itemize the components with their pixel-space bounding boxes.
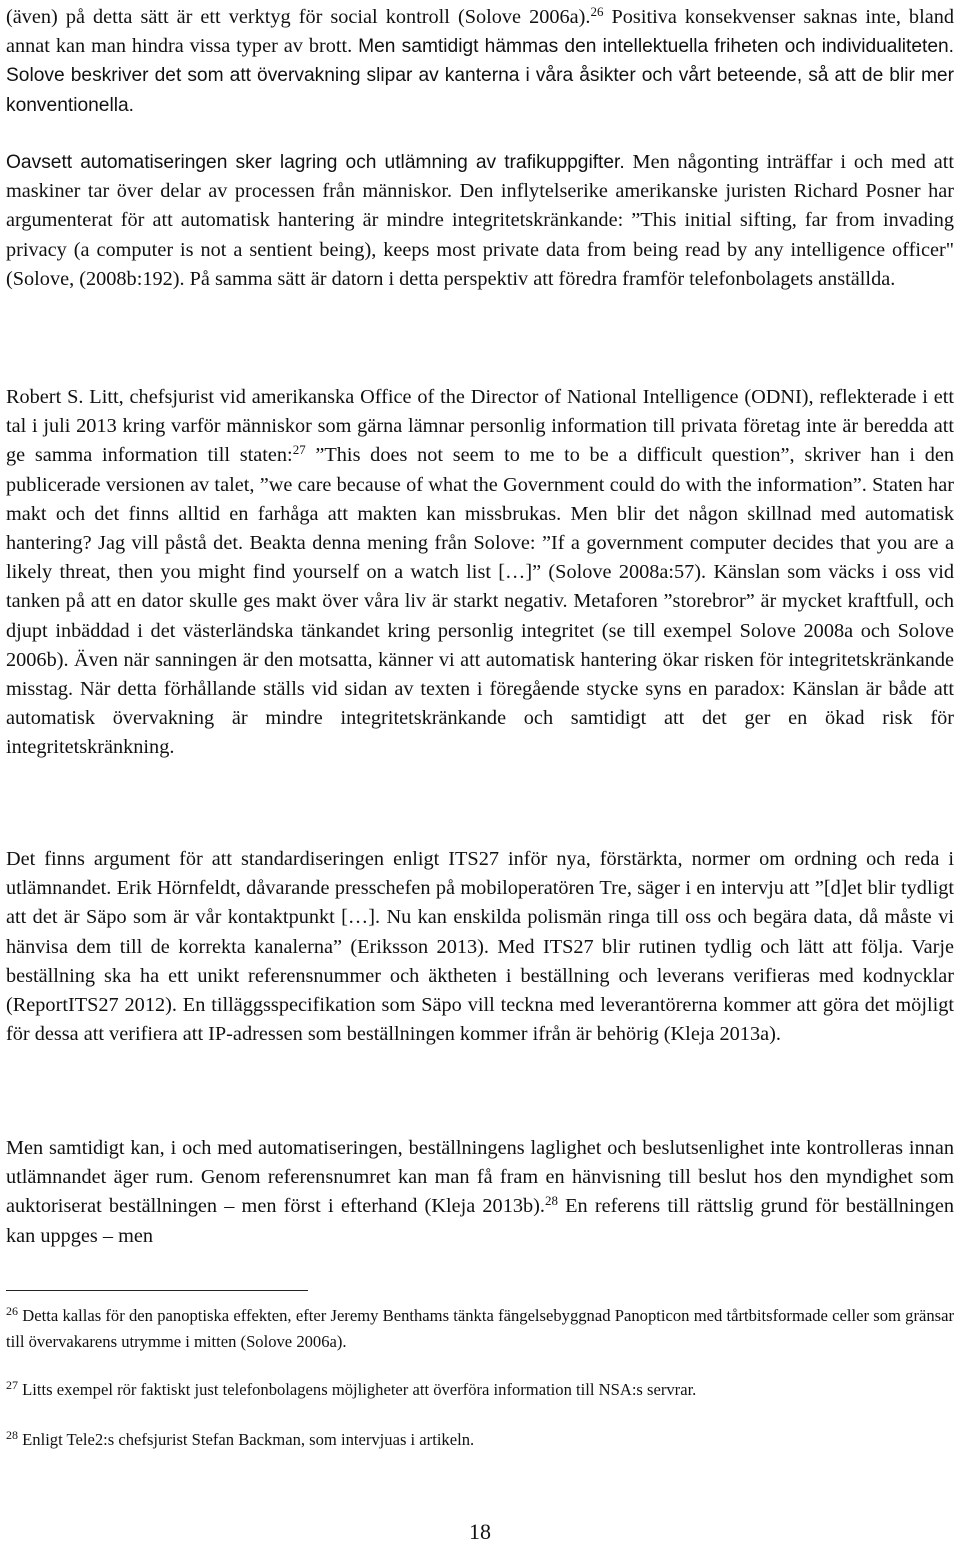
footnote-number: 28: [6, 1428, 18, 1442]
paragraph-3-text-b: ”This does not seem to me to be a difficult question”, skriver han i den publicerade versionen av talet, ”we care because of what the Government could do with the information”. Staten har makt och det finns alltid en farhåga att makten kan missbrukas. Men blir det någon skillnad med automatisk hantering? Jag vill påstå det. Beakta denna mening från Solove: ”If a government computer decides that you are a likely threat, then you might find yourself on a watch list […]” (Solove 2008a:57). Känslan som väcks i oss vid tanken på att en dator skulle ges makt över våra liv är starkt negativ. Metaforen ”storebror” är mycket kraftfull, och djupt inbäddad i det västerländska tänkandet kring personlig integritet (se till exempel Solove 2008a och Solove 2006b). Även när sanningen är den motsatta, känner vi att automatisk hantering ökar risken för integritetskränkande misstag. När detta förhållande ställs vid sidan av texten i föregående stycke syns en paradox: Känslan är både att automatisk övervakning är mindre integritetskränkande och samtidigt att det ger en ökad risk för integritetskränkning.: [6, 444, 954, 759]
footnote-26: [6, 1303, 954, 1355]
paragraph-2: [6, 148, 954, 294]
footnote-separator: [6, 1290, 308, 1291]
footnote-text: Detta kallas för den panoptiska effekten, efter Jeremy Benthams tänkta fängelsebyggnad Panopticon med tårtbitsformade celler som gränsar till övervakarens utrymme i mitten (Solove 2006a).: [6, 1306, 954, 1351]
paragraph-5-text-b: En referens till rättslig grund för beställningen kan uppges – men: [6, 1195, 955, 1247]
footnote-ref-26: 26: [590, 3, 604, 19]
paragraph-2-text-c: Den inflytelserike amerikanske juristen Richard Posner har argumenterat för att automatisk hantering är mindre integritetskränkande: ”This initial sifting, far from invading privacy (a computer is not a sentient being), keeps most private data from being read by any intelligence officer" (Solove, (2008b:192). På samma sätt är datorn i detta perspektiv att föredra framför telefonbolagets anställda.: [6, 180, 954, 290]
paragraph-3-text-a: Robert S. Litt, chefsjurist vid amerikanska Office of the Director of National Intelligence (ODNI), reflekterade i ett tal i juli 2013 kring varför människor som gärna lämnar personlig information till privata företag inte är beredda att ge samma information till staten:: [6, 386, 954, 467]
paragraph-1: [6, 3, 954, 120]
footnote-27: [6, 1377, 954, 1403]
page-number: 18: [469, 1519, 491, 1544]
paragraph-3: [6, 383, 954, 763]
footnote-number: 26: [6, 1304, 18, 1318]
paragraph-2-text-b: Men någonting inträffar i och med att maskiner tar över delar av processen från människor.: [6, 151, 954, 203]
footnote-text: Litts exempel rör faktiskt just telefonbolagens möjligheter att överföra information till NSA:s servrar.: [18, 1380, 697, 1399]
paragraph-1-text-c: Men samtidigt hämmas den intellektuella friheten och individualiteten. Solove beskriver det som att övervakning slipar av kanterna i våra åsikter och vårt beteende, så att de blir mer konventionella.: [6, 36, 955, 116]
footnote-number: 27: [6, 1378, 18, 1392]
paragraph-1-text-a: (även) på detta sätt är ett verktyg för social kontroll (Solove 2006a).: [6, 6, 591, 28]
paragraph-5-text-a: Men samtidigt kan, i och med automatiseringen, beställningens laglighet och beslutsenlighet inte kontrolleras innan utlämnandet äger rum. Genom referensnumret kan man få fram en hänvisning till beslut hos den myndighet som auktoriserat beställningen – men först i efterhand (Kleja 2013b).: [6, 1137, 954, 1218]
footnote-text: Enligt Tele2:s chefsjurist Stefan Backman, som intervjuas i artikeln.: [18, 1430, 475, 1449]
footnote-ref-27: 27: [292, 442, 306, 458]
footnote-ref-28: 28: [544, 1193, 558, 1209]
paragraph-5: [6, 1134, 954, 1251]
paragraph-4: Det finns argument för att standardiseringen enligt ITS27 inför nya, förstärkta, normer om ordning och reda i utlämnandet. Erik Hörnfeldt, dåvarande presschefen på mobiloperatören Tre, säger i en intervju att ”[d]et blir tydligt att det är Säpo som är vår kontaktpunkt […]. Nu kan enskilda polismän ringa till oss och begära data, då måste vi hänvisa dem till de korrekta kanalerna” (Eriksson 2013). Med ITS27 blir rutinen tydlig och lätt att följa. Varje beställning ska ha ett unikt referensnummer och äktheten i beställning och leverans verifieras med kodnycklar (ReportITS27 2012). En tilläggsspecifikation som Säpo vill teckna med leverantörerna kommer att göra det möjligt för dessa att verifiera att IP-adressen som beställningen kommer ifrån är behörig (Kleja 2013a).: [6, 848, 954, 1046]
paragraph-1-text-b: Positiva konsekvenser saknas inte, bland annat kan man hindra vissa typer av brott.: [6, 6, 954, 58]
paragraph-2-text-a: Oavsett automatiseringen sker lagring och utlämning av trafikuppgifter.: [6, 152, 625, 173]
footnote-28: [6, 1427, 954, 1453]
